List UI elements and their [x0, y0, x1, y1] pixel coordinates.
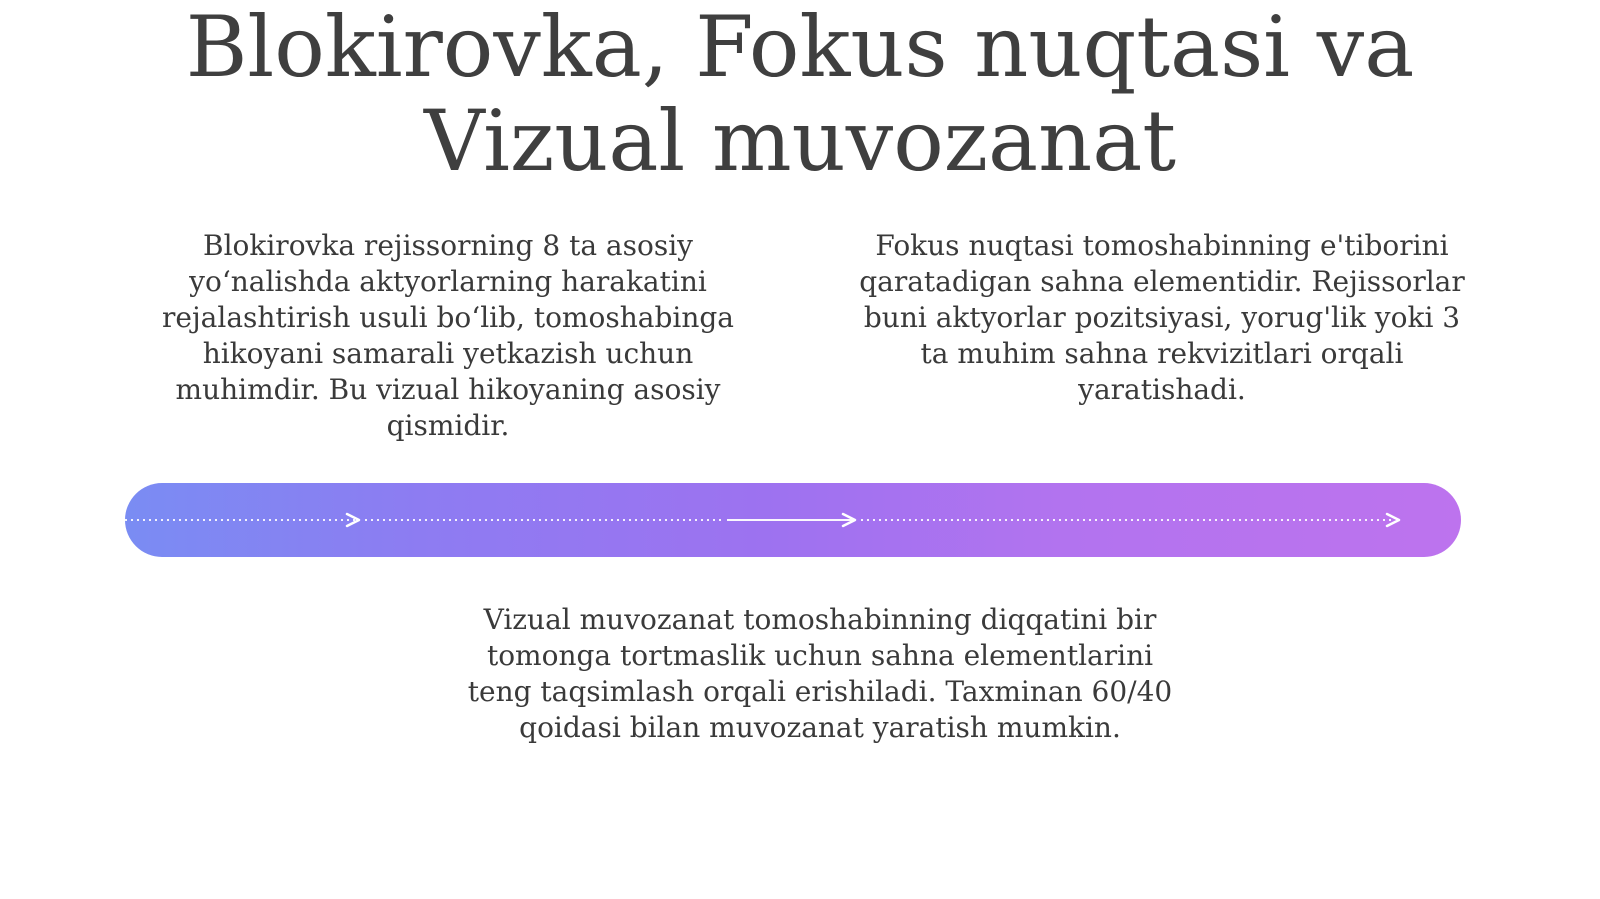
- timeline-arrows: [125, 483, 1461, 557]
- visual-balance-description: Vizual muvozanat tomoshabinning diqqatini bir tomonga tortmaslik uchun sahna elementlarini teng taqsimlash orqali erishiladi. Taxminan 60/40 qoidasi bilan muvozanat yaratish mumkin.: [467, 603, 1173, 744]
- slide-title: [0, 0, 1600, 188]
- timeline-bar: [125, 483, 1461, 557]
- focus-point-description: Fokus nuqtasi tomoshabinning e'tiborini qaratadigan sahna elementidir. Rejissorlar buni aktyorlar pozitsiyasi, yorug'lik yoki 3 ta muhim sahna rekvizitlari orqali yaratishadi.: [859, 229, 1465, 406]
- blocking-description: Blokirovka rejissorning 8 ta asosiy yoʻnalishda aktyorlarning harakatini rejalashtirish usuli boʻlib, tomoshabinga hikoyani samarali yetkazish uchun muhimdir. Bu vizual hikoyaning asosiy qismidir.: [162, 229, 734, 442]
- slide-title-line-2: Vizual muvozanat: [423, 92, 1177, 190]
- slide-title-line-1: Blokirovka, Fokus nuqtasi va: [185, 0, 1415, 96]
- arrow-right-icon: [1387, 514, 1399, 526]
